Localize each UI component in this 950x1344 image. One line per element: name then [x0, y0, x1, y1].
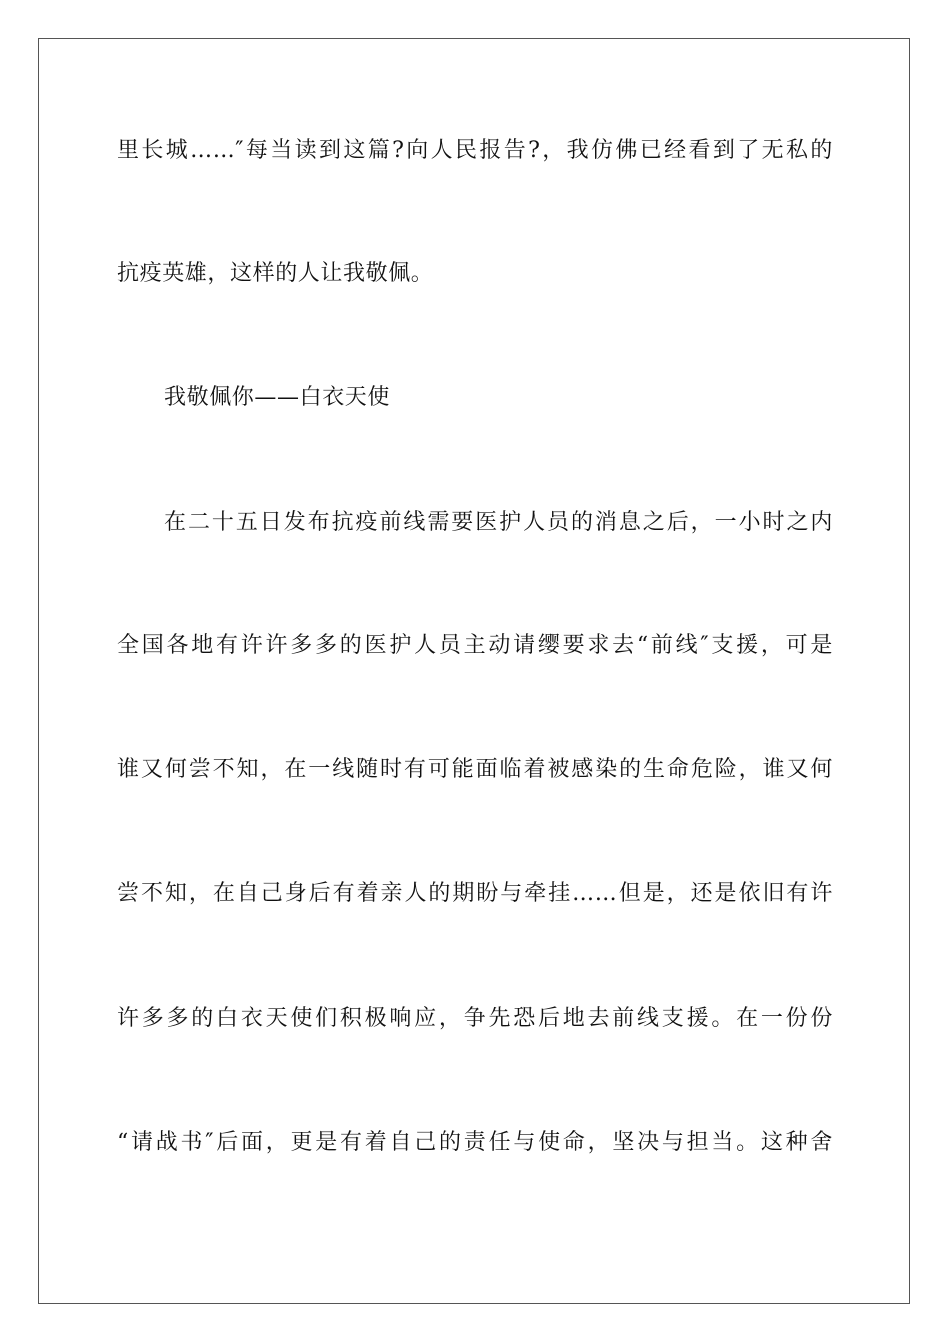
text-line-1: 里长城……″每当读到这篇?向人民报告?，我仿佛已经看到了无私的: [117, 138, 833, 163]
section-heading: 我敬佩你——白衣天使: [164, 385, 391, 410]
text-line-7: 尝不知，在自己身后有着亲人的期盼与牵挂……但是，还是依旧有许: [117, 881, 833, 906]
text-line-9: “请战书″后面，更是有着自己的责任与使命，坚决与担当。这种舍: [117, 1130, 833, 1155]
text-line-8: 许多多的白衣天使们积极响应，争先恐后地去前线支援。在一份份: [117, 1006, 833, 1031]
text-line-6: 谁又何尝不知，在一线随时有可能面临着被感染的生命危险，谁又何: [117, 757, 833, 782]
page-border: [38, 38, 910, 1304]
text-line-5: 全国各地有许许多多的医护人员主动请缨要求去“前线″支援，可是: [117, 633, 833, 658]
text-line-4: 在二十五日发布抗疫前线需要医护人员的消息之后，一小时之内: [164, 510, 833, 535]
text-line-2: 抗疫英雄，这样的人让我敬佩。: [117, 261, 434, 286]
